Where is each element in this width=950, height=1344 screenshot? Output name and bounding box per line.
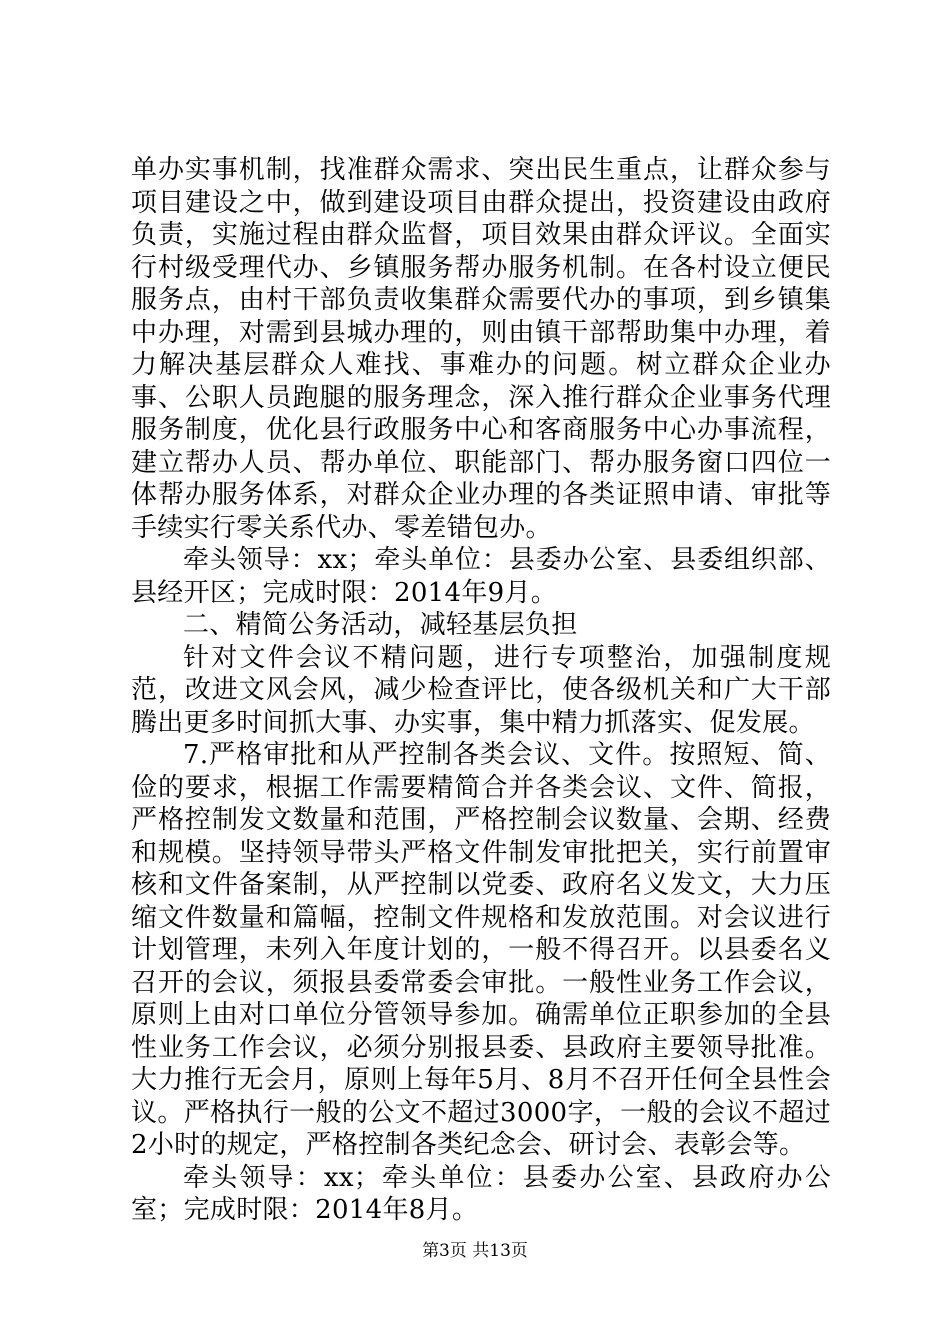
document-body bbox=[131, 154, 831, 1227]
paragraph-continuation: 单办实事机制，找准群众需求、突出民生重点，让群众参与项目建设之中，做到建设项目由群众提出，投资建设由政府负责，实施过程由群众监督，项目效果由群众评议。全面实行村级受理代办、乡镇服务帮办服务机制。在各村设立便民服务点，由村干部负责收集群众需要代办的事项，到乡镇集中办理，对需到县城办理的，则由镇干部帮助集中办理，着力解决基层群众人难找、事难办的问题。树立群众企业办事、公职人员跑腿的服务理念，深入推行群众企业事务代理服务制度，优化县行政服务中心和客商服务中心办事流程，建立帮办人员、帮办单位、职能部门、帮办服务窗口四位一体帮办服务体系，对群众企业办理的各类证照申请、审批等手续实行零关系代办、零差错包办。 bbox=[131, 155, 831, 543]
paragraph-section-intro: 针对文件会议不精问题，进行专项整治，加强制度规范，改进文风会风，减少检查评比，使各级机关和广大干部腾出更多时间抓大事、办实事，集中精力抓落实、促发展。 bbox=[131, 642, 831, 738]
paragraph-lead-info-2: 牵头领导：xx；牵头单位：县委办公室、县政府办公室；完成时限：2014年8月。 bbox=[131, 1162, 831, 1225]
paragraph-lead-info-1: 牵头领导：xx；牵头单位：县委办公室、县委组织部、县经开区；完成时限：2014年9月。 bbox=[131, 545, 831, 608]
page-footer: 第3页 共13页 bbox=[422, 1241, 528, 1261]
paragraph-item-7: 7.严格审批和从严控制各类会议、文件。按照短、简、俭的要求，根据工作需要精简合并各类会议、文件、简报，严格控制发文数量和范围，严格控制会议数量、会期、经费和规模。坚持领导带头严格文件制发审批把关，实行前置审核和文件备案制，从严控制以党委、政府名义发文，大力压缩文件数量和篇幅，控制文件规格和发放范围。对会议进行计划管理，未列入年度计划的，一般不得召开。以县委名义召开的会议，须报县委常委会审批。一般性业务工作会议，原则上由对口单位分管领导参加。确需单位正职参加的全县性业务工作会议，必须分别报县委、县政府主要领导批准。大力推行无会月，原则上每年5月、8月不召开任何全县性会议。严格执行一般的公文不超过3000字，一般的会议不超过2小时的规定，严格控制各类纪念会、研讨会、表彰会等。 bbox=[131, 740, 831, 1160]
section-heading: 二、精简公务活动，减轻基层负担 bbox=[183, 610, 578, 640]
